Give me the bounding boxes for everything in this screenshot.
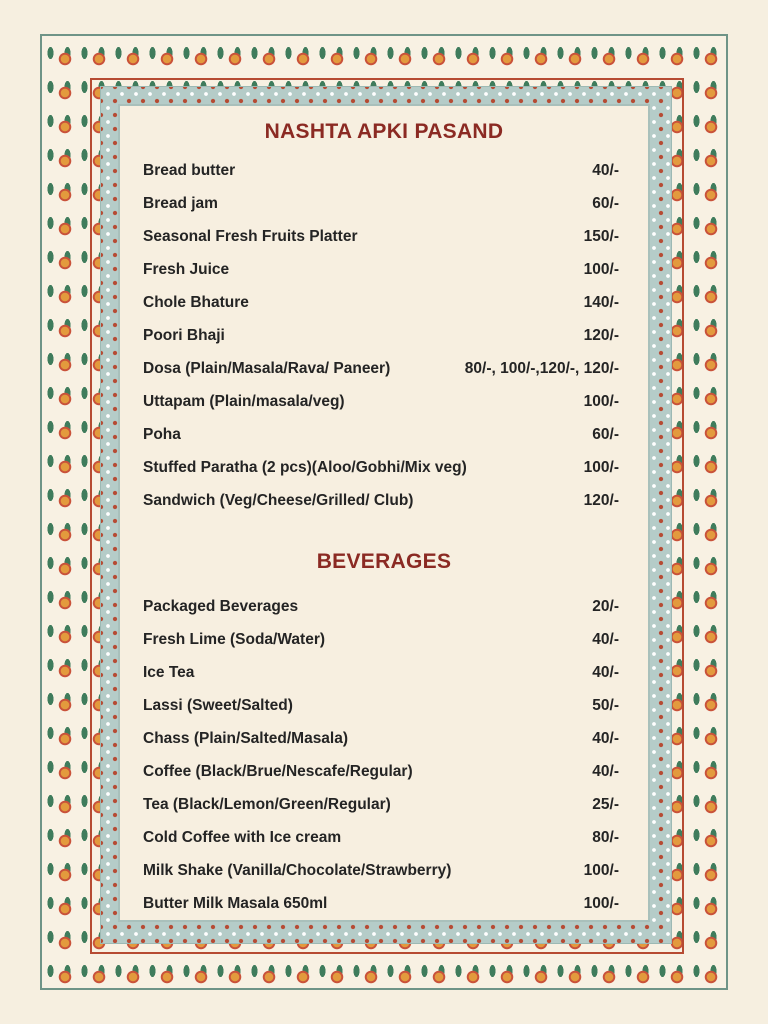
item-name: Dosa (Plain/Masala/Rava/ Paneer) [143, 359, 391, 377]
menu-item [143, 418, 621, 451]
menu-item [143, 154, 621, 187]
item-price: 40/- [592, 630, 619, 648]
menu-item [143, 484, 621, 517]
item-name: Packaged Beverages [143, 597, 299, 615]
item-name: Seasonal Fresh Fruits Platter [143, 227, 358, 245]
item-name: Poha [143, 425, 181, 443]
item-name: Milk Shake (Vanilla/Chocolate/Strawberry) [143, 861, 452, 879]
item-price: 120/- [583, 491, 619, 509]
item-name: Chole Bhature [143, 293, 249, 311]
item-price: 40/- [592, 729, 619, 747]
item-price: 60/- [592, 425, 619, 443]
item-price: 120/- [583, 326, 619, 344]
item-price: 25/- [592, 795, 619, 813]
item-name: Poori Bhaji [143, 326, 225, 344]
item-name: Fresh Lime (Soda/Water) [143, 630, 326, 648]
item-price: 100/- [583, 260, 619, 278]
item-name: Cold Coffee with Ice cream [143, 828, 342, 846]
item-name: Sandwich (Veg/Cheese/Grilled/ Club) [143, 491, 414, 509]
item-price: 100/- [583, 458, 619, 476]
item-name: Chass (Plain/Salted/Masala) [143, 729, 349, 747]
menu-item [143, 451, 621, 484]
item-name: Coffee (Black/Brue/Nescafe/Regular) [143, 762, 413, 780]
menu-item [143, 722, 621, 755]
menu-item [143, 755, 621, 788]
item-price: 80/-, 100/-,120/-, 120/- [464, 359, 619, 377]
menu-item [143, 590, 621, 623]
menu-item [143, 689, 621, 722]
item-price: 50/- [592, 696, 619, 714]
item-name: Butter Milk Masala 650ml [143, 894, 328, 912]
menu-item [143, 887, 621, 920]
item-price: 100/- [583, 392, 619, 410]
menu-item [143, 220, 621, 253]
menu-item [143, 623, 621, 656]
breakfast-menu-list [143, 154, 621, 517]
item-name: Bread butter [143, 161, 236, 179]
item-name: Bread jam [143, 194, 218, 212]
menu-item [143, 656, 621, 689]
section-title-beverages: BEVERAGES [316, 550, 452, 573]
menu-item [143, 253, 621, 286]
menu-item [143, 286, 621, 319]
item-price: 20/- [592, 597, 619, 615]
item-price: 60/- [592, 194, 619, 212]
menu-item [143, 385, 621, 418]
menu-item [143, 821, 621, 854]
item-price: 40/- [592, 161, 619, 179]
item-price: 80/- [592, 828, 619, 846]
menu-item [143, 854, 621, 887]
item-name: Lassi (Sweet/Salted) [143, 696, 293, 714]
item-price: 100/- [583, 894, 619, 912]
menu-item [143, 352, 621, 385]
item-name: Fresh Juice [143, 260, 230, 278]
item-price: 150/- [583, 227, 619, 245]
menu-item [143, 319, 621, 352]
item-price: 100/- [583, 861, 619, 879]
item-name: Stuffed Paratha (2 pcs)(Aloo/Gobhi/Mix veg) [143, 458, 467, 476]
item-price: 140/- [583, 293, 619, 311]
item-name: Uttapam (Plain/masala/veg) [143, 392, 345, 410]
item-price: 40/- [592, 762, 619, 780]
item-price: 40/- [592, 663, 619, 681]
item-name: Tea (Black/Lemon/Green/Regular) [143, 795, 391, 813]
beverages-menu-list [143, 590, 621, 920]
menu-item [143, 788, 621, 821]
section-title-breakfast: NASHTA APKI PASAND [264, 120, 504, 143]
menu-item [143, 187, 621, 220]
item-name: Ice Tea [143, 663, 195, 681]
